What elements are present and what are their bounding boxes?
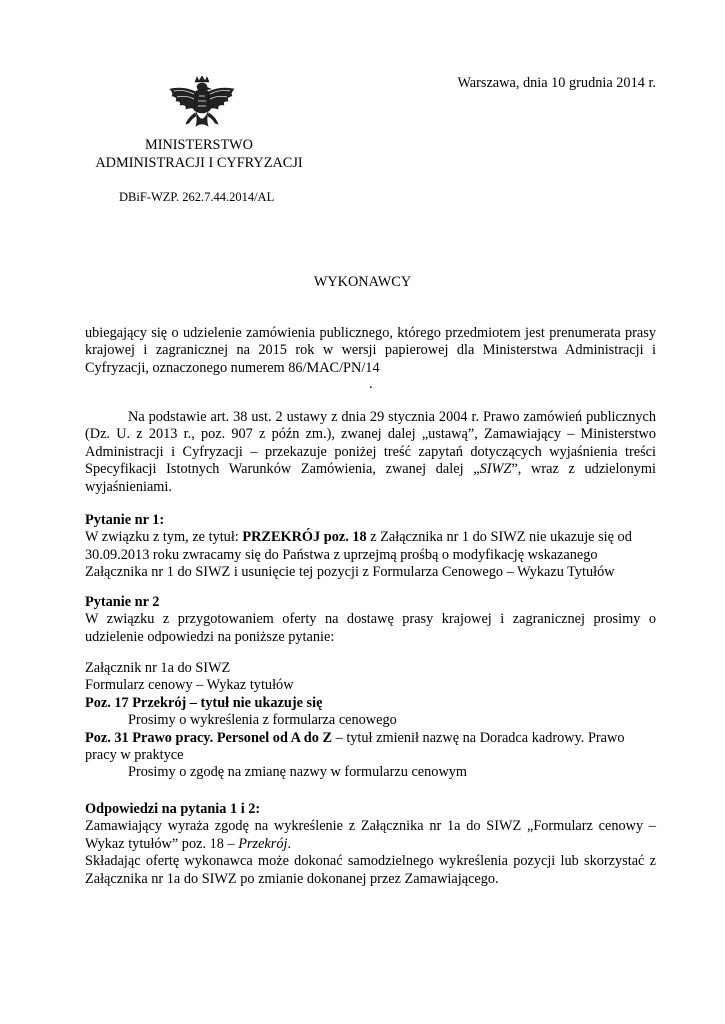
question-1-text-before: W związku z tym, ze tytuł: xyxy=(85,529,243,546)
question-1 xyxy=(85,512,656,582)
attachment-item31-request: Prosimy o zgodę na zmianę nazwy w formularzu cenowym xyxy=(128,764,468,781)
attachment-item31 xyxy=(85,730,656,765)
attachment-line2: Formularz cenowy – Wykaz tytułów xyxy=(85,677,294,694)
ministry-name-line2: ADMINISTRACJI I CYFRYZACJI xyxy=(95,155,303,171)
reference-number: DBiF-WZP. 262.7.44.2014/AL xyxy=(119,190,275,204)
question-1-text xyxy=(85,529,656,581)
question-2 xyxy=(85,594,656,646)
question-2-text: W związku z przygotowaniem oferty na dostawę prasy krajowej i zagranicznej prosimy o udzielenie odpowiedzi na poniższe pytanie: xyxy=(85,611,656,645)
attachment-item31-text: – tytuł zmienił nazwę na Doradca kadrowy. Prawo pracy w praktyce xyxy=(85,729,625,763)
attachment-item17-request: Prosimy o wykreślenia z formularza cenowego xyxy=(128,712,397,729)
answer-text-2: Składając ofertę wykonawca może dokonać samodzielnego wykreślenia pozycji lub skorzystać z Załącznika nr 1a do SIWZ po zmianie dokonanej przez Zamawiającego. xyxy=(85,853,656,887)
basis-text-after: ”, wraz z udzielonymi wyjaśnieniami. xyxy=(85,461,656,495)
attachment-item17: Poz. 17 Przekrój – tytuł nie ukazuje się xyxy=(85,694,323,711)
intro-paragraph: ubiegający się o udzielenie zamówienia publicznego, którego przedmiotem jest prenumerata prasy krajowej i zagranicznej na 2015 rok w wersji papierowej dla Ministerstwa Administracji i Cyfryzacji, oznaczonego numerem 86/MAC/PN/14 xyxy=(85,325,656,376)
basis-text-before: Na podstawie art. 38 ust. 2 ustawy z dnia 29 stycznia 2004 r. Prawo zamówień publicznych (Dz. U. z 2013 r., poz. 907 z późn zm.), zwanej dalej „ustawą”, Zamawiający – Ministerstwo Administracji i Cyfryzacji – przekazuje poniżej treść zapytań dotyczących wyjaśnienia treści Specyfikacji Istotnych Warunków Zamówienia, zwanej dalej „ xyxy=(85,409,656,478)
question-1-bold-title: PRZEKRÓJ poz. 18 xyxy=(242,529,367,546)
ministry-name-line1: MINISTERSTWO xyxy=(144,137,253,153)
answer-heading: Odpowiedzi na pytania 1 i 2: xyxy=(85,801,261,817)
answer-section xyxy=(85,801,656,888)
answer-text-1-after: . xyxy=(287,835,292,852)
attachment-item31-bold: Poz. 31 Prawo pracy. Personel od A do Z xyxy=(85,729,333,746)
basis-siwz-italic: SIWZ xyxy=(479,461,512,478)
answer-text-1 xyxy=(85,818,656,853)
legal-basis-paragraph xyxy=(85,409,656,496)
attachment-line1: Załącznik nr 1a do SIWZ xyxy=(85,660,231,676)
document-date: Warszawa, dnia 10 grudnia 2014 r. xyxy=(457,75,656,91)
ministry-name xyxy=(60,137,338,173)
intro-dot: . xyxy=(369,376,373,392)
question-2-heading: Pytanie nr 2 xyxy=(85,594,160,610)
question-1-heading: Pytanie nr 1: xyxy=(85,512,165,528)
answer-text-1-before: Zamawiający wyraża zgodę na wykreślenie z Załącznika nr 1a do SIWZ „Formularz cenowy – Wykaz tytułów” poz. 18 – xyxy=(85,818,656,852)
answer-text-1-italic: Przekrój xyxy=(238,835,288,852)
attachment-section xyxy=(85,660,656,782)
question-1-text-after: z Załącznika nr 1 do SIWZ nie ukazuje się od 30.09.2013 roku zwracamy się do Państwa z uprzejmą prośbą o modyfikację wskazanego Załącznika nr 1 do SIWZ i usunięcie tej pozycji z Formularza Cenowego – Wykazu Tytułów xyxy=(85,529,632,581)
state-emblem-eagle-icon xyxy=(162,76,242,142)
recipient-heading: WYKONAWCY xyxy=(313,274,412,290)
